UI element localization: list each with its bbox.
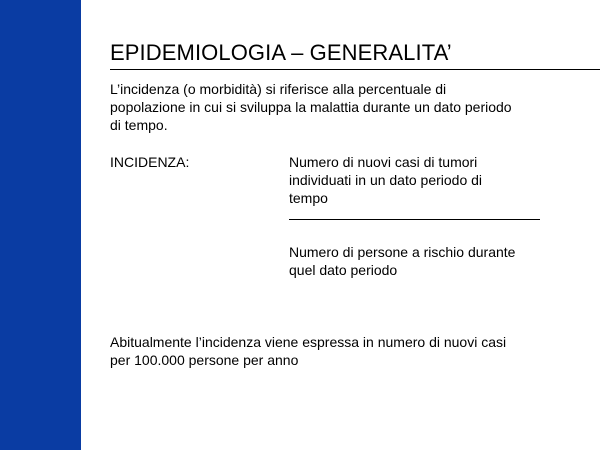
intro-line: popolazione in cui si sviluppa la malattia durante un dato periodo [110, 99, 512, 115]
closing-paragraph [110, 333, 506, 369]
intro-paragraph [110, 80, 512, 134]
intro-line: L’incidenza (o morbidità) si riferisce alla percentuale di [110, 81, 447, 97]
slide-title: EPIDEMIOLOGIA – GENERALITA’ [110, 40, 452, 65]
closing-line: Abitualmente l’incidenza viene espressa in numero di nuovi casi [110, 334, 507, 350]
title-underline [110, 69, 600, 70]
incidence-label: INCIDENZA: [110, 154, 190, 170]
intro-line: di tempo. [110, 117, 168, 133]
formula-denominator [289, 243, 515, 279]
formula-numerator [289, 153, 482, 207]
sidebar-band [0, 0, 81, 450]
numerator-line: Numero di nuovi casi di tumori [289, 154, 478, 170]
denominator-line: Numero di persone a rischio durante [289, 244, 516, 260]
numerator-line: tempo [289, 190, 328, 206]
closing-line: per 100.000 persone per anno [110, 352, 299, 368]
fraction-divider [289, 219, 540, 220]
denominator-line: quel dato periodo [289, 262, 398, 278]
numerator-line: individuati in un dato periodo di [289, 172, 483, 188]
